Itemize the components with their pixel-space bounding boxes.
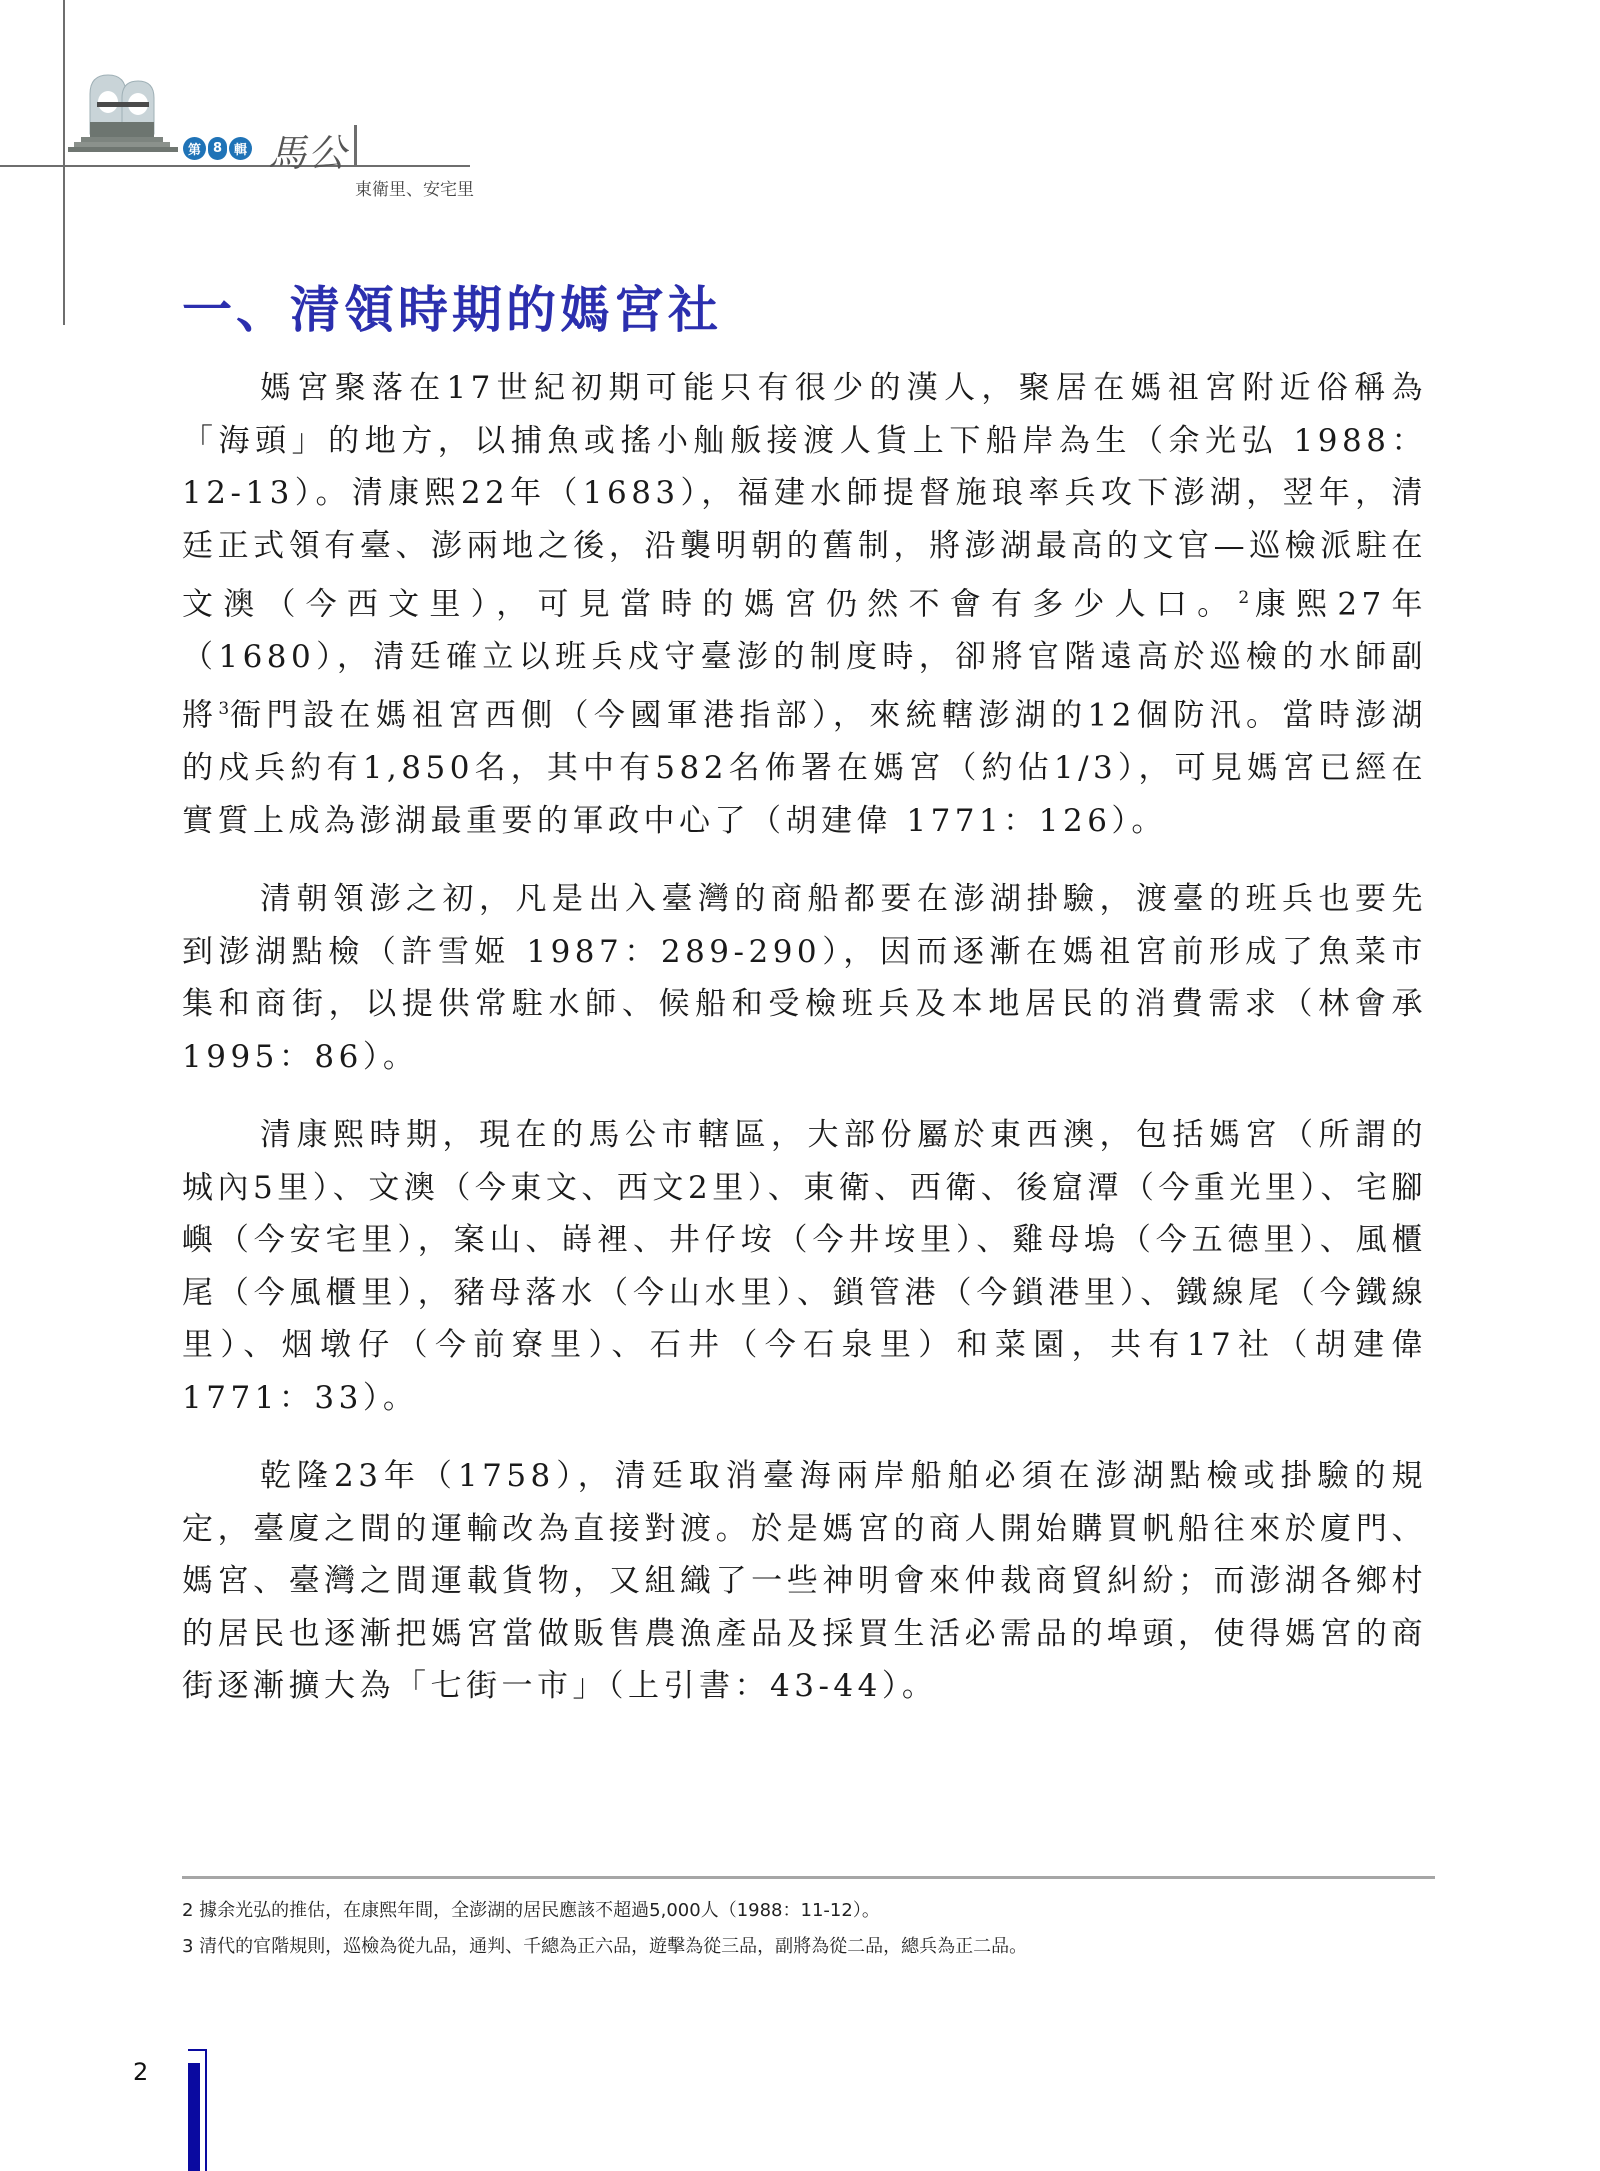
- paragraph-4: 乾隆23年（1758），清廷取消臺海兩岸船舶必須在澎湖點檢或掛驗的規定，臺廈之間的運輸改為直接對渡。於是媽宮的商人開始購買帆船往來於廈門、媽宮、臺灣之間運載貨物，又組織了一些神明會來仲裁商貿糾紛；而澎湖各鄉村的居民也逐漸把媽宮當做販售農漁產品及採買生活必需品的埠頭，使得媽宮的商街逐漸擴大為「七街一市」（上引書：43-44）。: [182, 1458, 1427, 1705]
- series-badge-number: 8: [208, 137, 227, 160]
- brand-separator: [354, 125, 357, 165]
- header-vertical-rule: [63, 0, 65, 325]
- footnote-ref-2[interactable]: 2: [1238, 588, 1250, 608]
- header-subtitle: 東衛里、安宅里: [355, 180, 474, 200]
- page-bar: [188, 2063, 200, 2171]
- footnote-ref-3[interactable]: 3: [218, 699, 230, 720]
- section-title: 一、清領時期的媽宮社: [182, 280, 722, 339]
- paragraph-2: 清朝領澎之初，凡是出入臺灣的商船都要在澎湖掛驗，渡臺的班兵也要先到澎湖點檢（許雪姬 1987：289-290），因而逐漸在媽祖宮前形成了魚菜市集和商街，以提供常駐水師、候船和受檢班兵及本地居民的消費需求（林會承 1995：86）。: [182, 881, 1427, 1075]
- series-badge-suffix: 輯: [229, 137, 252, 160]
- paragraph-1-text-c: 衙門設在媽祖宮西側（今國軍港指部），來統轄澎湖的12個防汛。當時澎湖的戍兵約有1,850名，其中有582名佈署在媽宮（約佔1/3），可見媽宮已經在實質上成為澎湖最重要的軍政中心了（胡建偉 1771：126）。: [182, 697, 1427, 839]
- header-horizontal-rule: [0, 165, 470, 167]
- page-number: 2: [133, 2058, 149, 2086]
- paragraph-1-text-a: 媽宮聚落在17世紀初期可能只有很少的漢人，聚居在媽祖宮附近俗稱為「海頭」的地方，以捕魚或搖小舢舨接渡人貨上下船岸為生（余光弘 1988：12-13）。清康熙22年（1683），福建水師提督施琅率兵攻下澎湖，翌年，清廷正式領有臺、澎兩地之後，沿襲明朝的舊制，將澎湖最高的文官—巡檢派駐在文澳（今西文里），可見當時的媽宮仍然不會有多少人口。: [182, 370, 1427, 623]
- series-badge-prefix: 第: [183, 137, 206, 160]
- paragraph-3: 清康熙時期，現在的馬公市轄區，大部份屬於東西澳，包括媽宮（所謂的城內5里）、文澳（今東文、西文2里）、東衛、西衛、後窟潭（今重光里）、宅腳嶼（今安宅里），案山、嵵裡、井仔垵（今井垵里）、雞母塢（今五德里）、風櫃尾（今風櫃里），豬母落水（今山水里）、鎖管港（今鎖港里）、鐵線尾（今鐵線里）、烟墩仔（今前寮里）、石井（今石泉里）和菜園，共有17社（胡建偉 1771：33）。: [182, 1117, 1427, 1416]
- series-badges: [183, 137, 252, 160]
- footnotes: [182, 1893, 1432, 1965]
- footnote-3: 3 清代的官階規則，巡檢為從九品，通判、千總為正六品，遊擊為從三品，副將為從二品，總兵為正二品。: [182, 1936, 1028, 1957]
- paragraph-1-text-b: 康熙27年（1680），清廷確立以班兵戍守臺澎的制度時，卻將官階遠高於巡檢的水師副將: [182, 586, 1427, 734]
- monument-logo-icon: [66, 72, 181, 157]
- paragraph-1: [182, 362, 1427, 847]
- footnote-2: 2 據余光弘的推估，在康熙年間，全澎湖的居民應該不超過5,000人（1988：11-12）。: [182, 1900, 880, 1921]
- footnote-divider: [182, 1876, 1435, 1879]
- body-text: [182, 362, 1427, 1739]
- brand-title: 馬公: [268, 131, 349, 175]
